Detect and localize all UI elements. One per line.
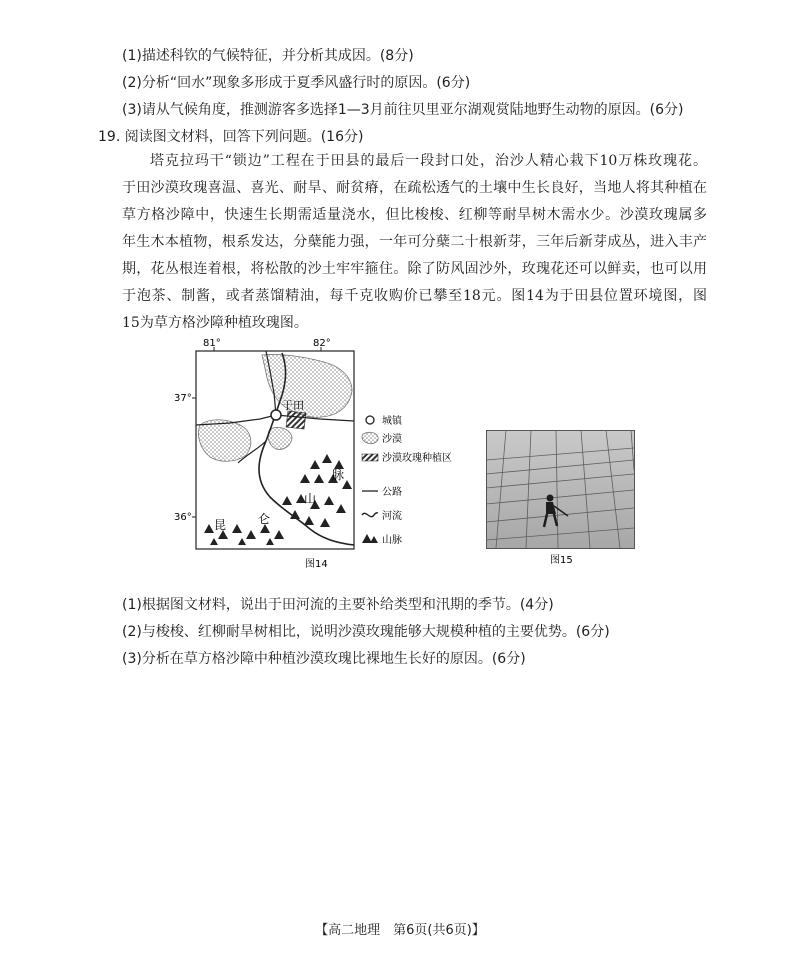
question-item: (3)请从气候角度，推测游客多选择1—3月前往贝里亚尔湖观赏陆地野生动物的原因。(6分) [122,102,684,118]
material-line: 期，花丛根连着根，将松散的沙土牢牢箍住。除了防风固沙外，玫瑰花还可以鲜卖，也可以用 [122,261,707,277]
material-line: 草方格沙障中，快速生长期需适量浇水，但比梭梭、红柳等耐旱树木需水少。沙漠玫瑰属多 [122,207,707,223]
material-line: 于泡茶、制酱，或者蒸馏精油，每千克收购价已攀至18元。图14为于田县位置环境图，图 [122,288,707,304]
legend-rose-area-icon [362,454,378,461]
legend-label: 山脉 [382,535,402,546]
question-item: (1)描述科钦的气候特征，并分析其成因。(8分) [122,48,414,64]
legend-label: 沙漠玫瑰种植区 [382,453,452,464]
mountain-label: 脉 [332,468,345,482]
material-line: 于田沙漠玫瑰喜温、喜光、耐旱、耐贫瘠，在疏松透气的土壤中生长良好，当地人将其种植在 [122,180,707,196]
figure-caption: 图15 [550,555,573,566]
question-heading: 19. 阅读图文材料，回答下列问题。(16分) [98,129,364,145]
legend-desert-icon [362,432,378,443]
mountain-label: 山 [304,492,317,506]
material-line: 年生木本植物，根系发达，分蘖能力强，一年可分蘖二十根新芽，三年后新芽成丛，进入丰产 [122,234,707,250]
location-map [170,333,470,573]
sand-barrier-photo [486,430,636,570]
material-line: 15为草方格沙障种植玫瑰图。 [122,315,308,331]
material-line: 塔克拉玛干“锁边”工程在于田县的最后一段封口处，治沙人精心栽下10万株玫瑰花。 [150,153,707,169]
legend-river-icon [362,513,378,517]
desert-area [268,427,292,449]
mountain-label: 仑 [258,512,271,526]
figure-caption: 图14 [305,559,328,570]
latitude-label: 37° [174,393,192,404]
longitude-label: 82° [313,338,331,349]
legend-town-icon [366,416,374,424]
question-item: (2)分析“回水”现象多形成于夏季风盛行时的原因。(6分) [122,75,471,91]
question-item: (2)与梭梭、红柳耐旱树相比，说明沙漠玫瑰能够大规模种植的主要优势。(6分) [122,624,610,640]
photo-frame [487,431,635,549]
latitude-label: 36° [174,512,192,523]
legend-label: 公路 [382,487,402,498]
rose-planting-area [286,411,306,429]
mountain-label: 昆 [214,518,227,532]
legend-label: 城镇 [382,416,402,427]
town-marker [271,410,281,420]
town-label: 于田 [282,399,304,412]
legend-label: 沙漠 [382,434,402,445]
legend-mountain-icon [362,534,378,543]
page-footer: 【高二地理 第6页(共6页)】 [315,923,485,938]
material-paragraph [122,148,707,337]
question-item: (3)分析在草方格沙障中种植沙漠玫瑰比裸地生长好的原因。(6分) [122,651,526,667]
question-item: (1)根据图文材料，说出于田河流的主要补给类型和汛期的季节。(4分) [122,597,554,613]
legend-label: 河流 [382,511,402,522]
longitude-label: 81° [203,338,221,349]
